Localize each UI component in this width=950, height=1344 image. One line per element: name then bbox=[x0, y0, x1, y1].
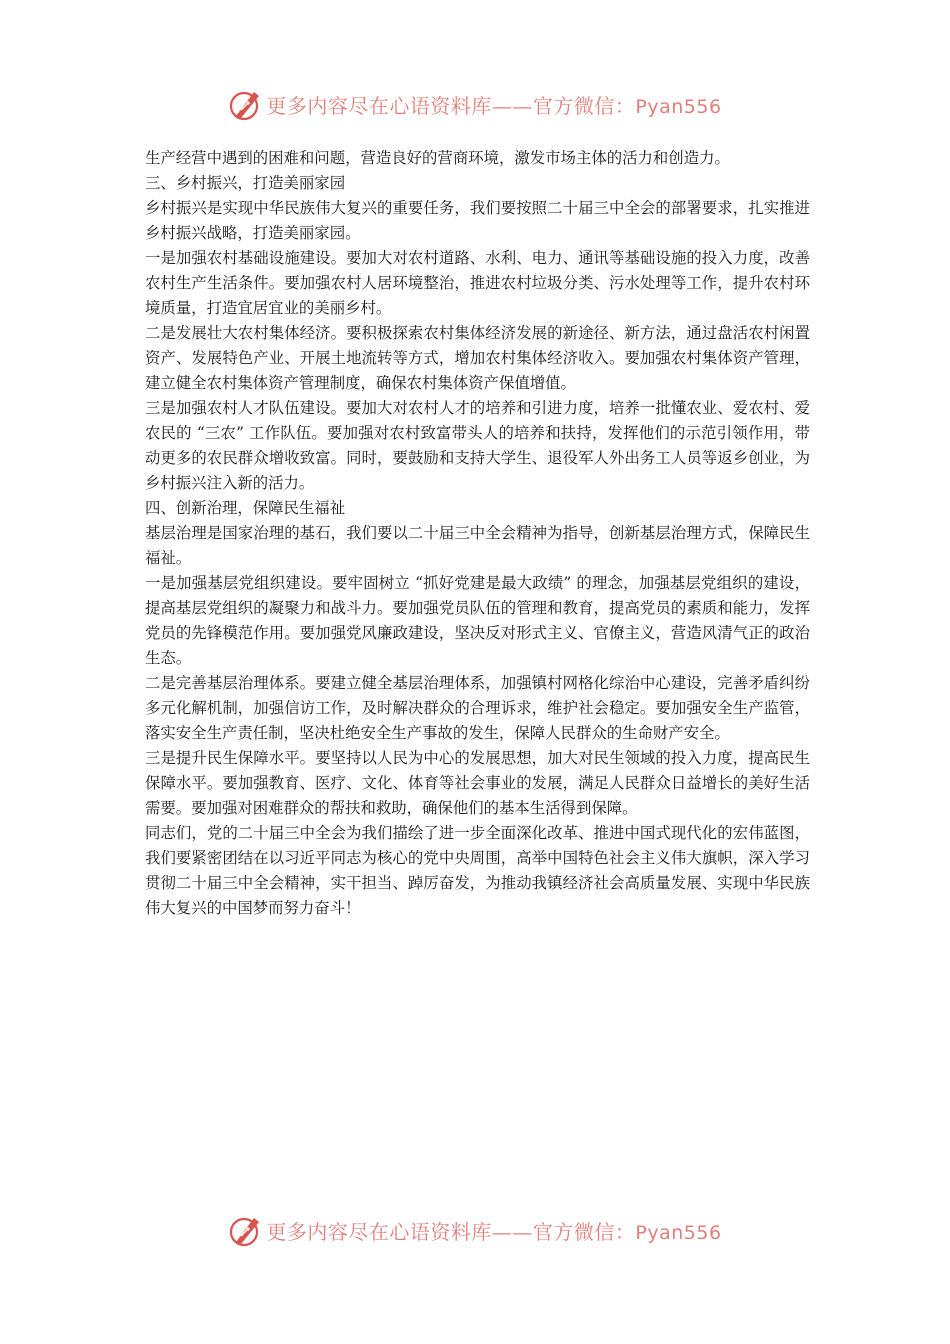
paragraph: 同志们，党的二十届三中全会为我们描绘了进一步全面深化改革、推进中国式现代化的宏伟蓝图，我们要紧密团结在以习近平同志为核心的党中央周围，高举中国特色社会主义伟大旗帜，深入学习贯彻二十届三中全会精神，实干担当、踔厉奋发，为推动我镇经济社会高质量发展、实现中华民族伟大复兴的中国梦而努力奋斗！ bbox=[145, 824, 810, 917]
header-banner bbox=[0, 84, 950, 124]
wechat-id: Pyan556 bbox=[635, 1221, 722, 1244]
pen-nib-circle-icon bbox=[228, 1212, 264, 1248]
pen-nib-circle-icon bbox=[228, 86, 264, 122]
paragraph: 乡村振兴是实现中华民族伟大复兴的重要任务，我们要按照二十届三中全会的部署要求，扎实推进乡村振兴战略，打造美丽家园。 bbox=[145, 199, 810, 242]
paragraph: 生产经营中遇到的困难和问题，营造良好的营商环境，激发市场主体的活力和创造力。 bbox=[145, 149, 730, 167]
paragraph: 二是完善基层治理体系。要建立健全基层治理体系，加强镇村网格化综治中心建设，完善矛盾纠纷多元化解机制，加强信访工作，及时解决群众的合理诉求，维护社会稳定。要加强安全生产监管，落实安全生产责任制，坚决杜绝安全生产事故的发生，保障人民群众的生命财产安全。 bbox=[145, 674, 810, 742]
paragraph: 三是加强农村人才队伍建设。要加大对农村人才的培养和引进力度，培养一批懂农业、爱农村、爱农民的 “三农” 工作队伍。要加强对农村致富带头人的培养和扶持，发挥他们的示范引领作用，带动更多的农民群众增收致富。同时，要鼓励和支持大学生、退役军人外出务工人员等返乡创业，为乡村振兴注入新的活力。 bbox=[145, 399, 810, 492]
wechat-id: Pyan556 bbox=[635, 95, 722, 118]
paragraph: 三是提升民生保障水平。要坚持以人民为中心的发展思想，加大对民生领域的投入力度，提高民生保障水平。要加强教育、医疗、文化、体育等社会事业的发展，满足人民群众日益增长的美好生活需要。要加强对困难群众的帮扶和救助，确保他们的基本生活得到保障。 bbox=[145, 749, 810, 817]
section-heading: 三、乡村振兴，打造美丽家园 bbox=[145, 174, 346, 192]
footer-banner bbox=[0, 1210, 950, 1250]
paragraph: 一是加强农村基础设施建设。要加大对农村道路、水利、电力、通讯等基础设施的投入力度，改善农村生产生活条件。要加强农村人居环境整治，推进农村垃圾分类、污水处理等工作，提升农村环境质量，打造宜居宜业的美丽乡村。 bbox=[145, 249, 810, 317]
paragraph: 一是加强基层党组织建设。要牢固树立 “抓好党建是最大政绩” 的理念，加强基层党组织的建设，提高基层党组织的凝聚力和战斗力。要加强党员队伍的管理和教育，提高党员的素质和能力，发挥党员的先锋模范作用。要加强党风廉政建设，坚决反对形式主义、官僚主义，营造风清气正的政治生态。 bbox=[145, 574, 810, 667]
document-body bbox=[145, 146, 810, 921]
banner-text: 更多内容尽在心语资料库——官方微信：Pyan556 bbox=[266, 1219, 722, 1244]
paragraph: 基层治理是国家治理的基石，我们要以二十届三中全会精神为指导，创新基层治理方式，保障民生福祉。 bbox=[145, 524, 810, 567]
banner-text: 更多内容尽在心语资料库——官方微信：Pyan556 bbox=[266, 93, 722, 118]
section-heading: 四、创新治理，保障民生福祉 bbox=[145, 499, 346, 517]
paragraph: 二是发展壮大农村集体经济。要积极探索农村集体经济发展的新途径、新方法，通过盘活农村闲置资产、发展特色产业、开展土地流转等方式，增加农村集体经济收入。要加强农村集体资产管理，建立健全农村集体资产管理制度，确保农村集体资产保值增值。 bbox=[145, 324, 810, 392]
